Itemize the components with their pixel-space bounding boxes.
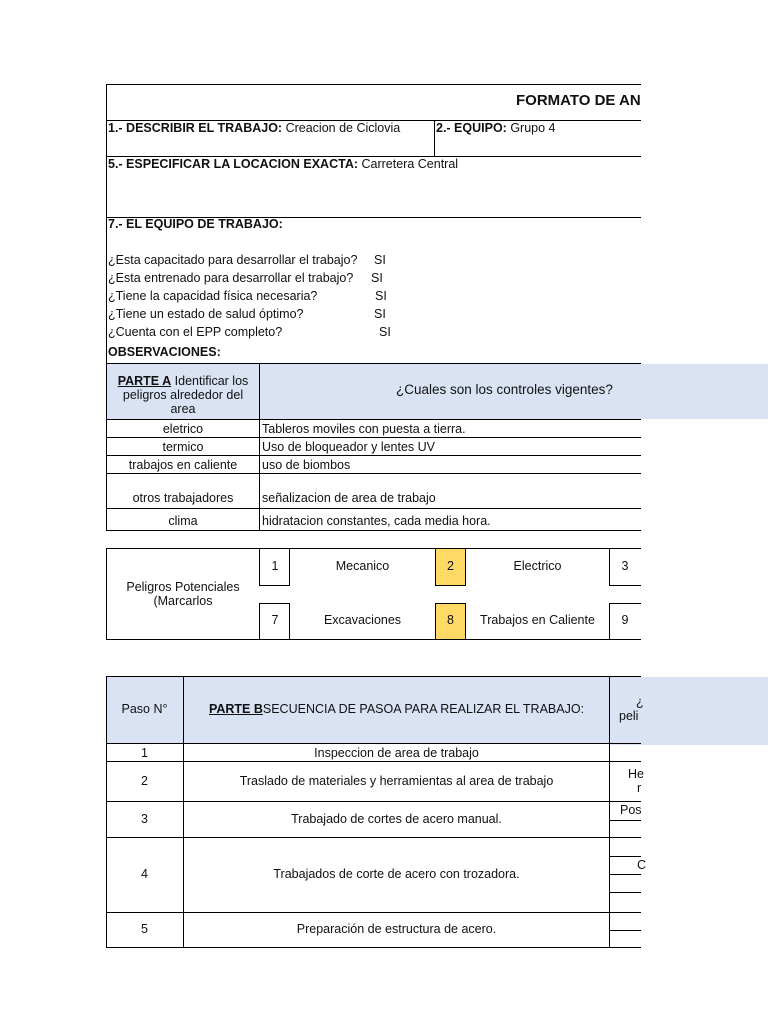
step-number: 5 xyxy=(141,922,148,936)
observaciones-label: OBSERVACIONES: xyxy=(108,345,221,359)
peligros-label-line2: (Marcarlos xyxy=(153,594,213,608)
parte-a-label: PARTE A xyxy=(117,374,172,388)
control-cell: señalizacion de area de trabajo xyxy=(262,491,436,505)
control-cell: Tableros moviles con puesta a tierra. xyxy=(262,422,466,436)
step-number: 3 xyxy=(141,812,148,826)
step-text: Preparación de estructura de acero. xyxy=(296,922,497,936)
step-number: 1 xyxy=(141,745,148,760)
peligro-cell: trabajos en caliente xyxy=(128,457,238,472)
step-text: Trabajados de corte de acero con trozadora. xyxy=(273,867,520,881)
step-number: 4 xyxy=(141,867,148,881)
question: ¿Tiene un estado de salud óptimo? xyxy=(108,307,304,321)
step-text: Traslado de materiales y herramientas al area de trabajo xyxy=(239,774,554,788)
peligro-number: 3 xyxy=(621,559,629,573)
parte-b-title xyxy=(184,700,609,718)
peligro-cell: termico xyxy=(162,439,204,454)
parte-a-title-line3: area xyxy=(170,402,196,416)
peligro-cell: clima xyxy=(168,513,198,528)
equipo-trabajo-label: 7.- EL EQUIPO DE TRABAJO: xyxy=(108,217,283,231)
trabajo-field xyxy=(108,121,400,135)
parte-a-title-line2: peligros alrededor del xyxy=(122,388,244,402)
control-cell: Uso de bloqueador y lentes UV xyxy=(262,440,436,454)
peligro-number: 9 xyxy=(621,613,629,627)
answer: SI xyxy=(371,271,383,285)
step-text: Trabajado de cortes de acero manual. xyxy=(291,812,502,826)
peligro-number: 7 xyxy=(271,613,279,627)
peligros-label xyxy=(106,578,260,610)
step-text: Inspeccion de area de trabajo xyxy=(314,745,479,760)
parte-a-title xyxy=(106,374,260,416)
peligro-number: 2 xyxy=(447,559,454,573)
right-header-line1: ¿ xyxy=(636,695,644,709)
question: ¿Cuenta con el EPP completo? xyxy=(108,325,283,339)
locacion-value: Carretera Central xyxy=(361,157,459,171)
answer: SI xyxy=(379,325,391,339)
controles-header: ¿Cuales son los controles vigentes? xyxy=(396,382,613,397)
step-side-text: C xyxy=(637,858,647,872)
trabajo-label: 1.- DESCRIBIR EL TRABAJO: xyxy=(108,121,283,135)
peligros-label-line1: Peligros Potenciales xyxy=(126,580,240,594)
peligro-option: Trabajos en Caliente xyxy=(480,613,595,627)
peligro-number: 8 xyxy=(447,613,454,627)
parte-a-title-line1: Identificar los xyxy=(171,374,249,388)
answer: SI xyxy=(374,307,386,321)
peligro-cell: eletrico xyxy=(162,421,204,436)
step-number: 2 xyxy=(141,774,148,788)
question: ¿Esta entrenado para desarrollar el trabajo? xyxy=(108,271,354,285)
step-side-text: He xyxy=(628,767,644,781)
equipo-value: Grupo 4 xyxy=(510,121,556,135)
step-side-text: Pos xyxy=(620,803,642,817)
peligro-option: Excavaciones xyxy=(323,613,402,627)
control-cell: uso de biombos xyxy=(262,458,351,472)
form-title: FORMATO DE AN xyxy=(516,92,641,109)
peligro-option: Mecanico xyxy=(335,559,390,573)
equipo-field xyxy=(436,121,556,135)
equipo-label: 2.- EQUIPO: xyxy=(436,121,507,135)
trabajo-value: Creacion de Ciclovia xyxy=(285,121,401,135)
locacion-field xyxy=(108,157,458,171)
question: ¿Tiene la capacidad física necesaria? xyxy=(108,289,318,303)
parte-b-title-text: SECUENCIA DE PASOA PARA REALIZAR EL TRABAJO: xyxy=(262,702,585,716)
answer: SI xyxy=(375,289,387,303)
right-header-line2: peli xyxy=(619,709,639,723)
answer: SI xyxy=(374,253,386,267)
step-side-text: r xyxy=(637,781,642,795)
paso-header: Paso N° xyxy=(121,702,168,716)
peligro-number: 1 xyxy=(271,559,279,573)
question: ¿Esta capacitado para desarrollar el trabajo? xyxy=(108,253,358,267)
peligro-option: Electrico xyxy=(513,559,562,573)
locacion-label: 5.- ESPECIFICAR LA LOCACION EXACTA: xyxy=(108,157,359,171)
parte-b-label: PARTE B xyxy=(208,702,263,716)
peligro-cell: otros trabajadores xyxy=(132,490,234,505)
control-cell: hidratacion constantes, cada media hora. xyxy=(262,514,491,528)
